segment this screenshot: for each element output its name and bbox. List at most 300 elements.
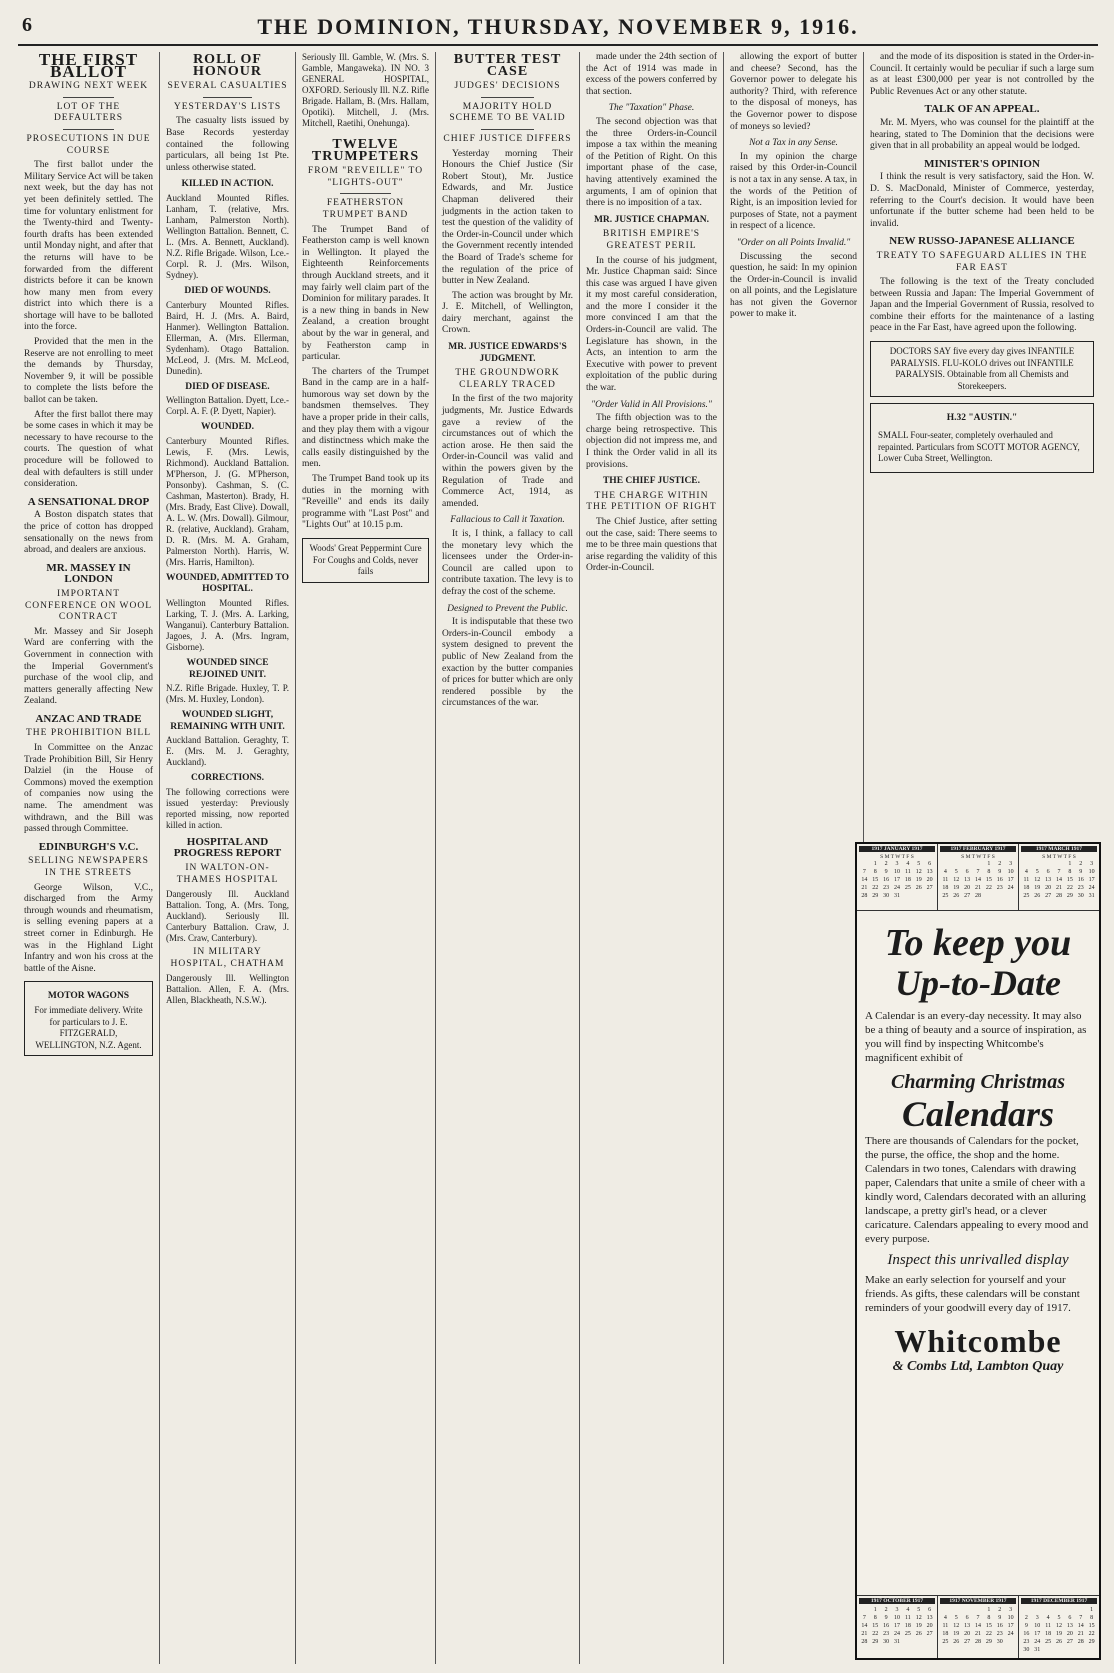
calendar-day: 14 <box>861 1623 868 1629</box>
subhead: DRAWING NEXT WEEK <box>28 81 149 92</box>
calendar-day: 15 <box>872 877 879 883</box>
casualty-list: Dangerously Ill. Wellington Battalion. Allen, F. A. (Mrs. Allen, Blackheath, N.S.W.). <box>166 973 289 1006</box>
calendar-day: 13 <box>926 869 933 875</box>
calendar-day: 27 <box>964 893 971 899</box>
subhead: CHIEF JUSTICE DIFFERS <box>443 133 572 144</box>
calendar-day: 24 <box>893 885 900 891</box>
headline: NEW RUSSO-JAPANESE ALLIANCE <box>889 235 1075 248</box>
subhead: TREATY TO SAFEGUARD ALLIES IN THE FAR EAST <box>876 250 1088 273</box>
calendar-day: 18 <box>904 1623 911 1629</box>
calendar-day: 29 <box>1066 893 1073 899</box>
article-paragraph: In Committee on the Anzac Trade Prohibition Bill, Sir Henry Dalziel (in the House of Commons) moved the exemption of companies now using the name. The amendment was withdrawn, and the Bill was passed through Committee. <box>24 743 153 835</box>
calendar-day: 30 <box>1023 1647 1030 1653</box>
headline-butter-test: BUTTER TEST CASE <box>453 52 562 79</box>
calendar-month: 1917 MARCH 1917 S M T W T F S 1 2 3 4 5 6 7 8 9 10 11 12 13 14 15 16 17 18 19 20 21 22 23 24 25 26 27 28 29 30 31 <box>1019 844 1099 910</box>
section-heading: DIED OF WOUNDS. <box>184 285 271 296</box>
calendar-day: 14 <box>861 877 868 883</box>
section-heading: "Order on all Points Invalid." <box>736 237 851 248</box>
calendar-day: 14 <box>974 1623 981 1629</box>
calendar-day: 5 <box>1035 869 1039 875</box>
calendar-day: 19 <box>915 877 922 883</box>
calendar-day: 17 <box>893 877 900 883</box>
calendar-day: 3 <box>1009 861 1013 867</box>
article-paragraph: and the mode of its disposition is stated in the Order-in-Council. It certainly would be peculiar if such a large sum as at least £300,000 per year is not controlled by the Public Revenues Act or any other statute. <box>870 52 1094 97</box>
calendar-day: 23 <box>883 885 890 891</box>
calendar-day: 24 <box>1007 1631 1014 1637</box>
calendar-day: 3 <box>895 1607 899 1613</box>
calendar-day: 29 <box>872 1639 879 1645</box>
masthead <box>18 10 1098 46</box>
calendar-day: 17 <box>1007 877 1014 883</box>
calendar-day: 21 <box>974 1631 981 1637</box>
calendar-day: 28 <box>861 1639 868 1645</box>
calendar-day: 19 <box>1034 885 1041 891</box>
calendar-day: 28 <box>861 893 868 899</box>
article-paragraph: The fifth objection was to the charge being retrospective. This objection did not impress me, and I think the Order valid in all its provisions. <box>586 413 717 470</box>
calendar-day: 22 <box>985 885 992 891</box>
calendar-day: 2 <box>998 1607 1002 1613</box>
calendar-day: 22 <box>872 885 879 891</box>
calendar-day: 7 <box>976 1615 980 1621</box>
calendar-days <box>1021 1606 1097 1654</box>
calendar-day: 3 <box>1035 1615 1039 1621</box>
ad-title: H.32 "AUSTIN." <box>946 413 1018 424</box>
headline-first-ballot: THE FIRST BALLOT <box>38 52 139 81</box>
calendar-day: 6 <box>1046 869 1050 875</box>
calendar-day: 17 <box>1088 877 1095 883</box>
section-heading: THE CHIEF JUSTICE. <box>602 476 701 487</box>
calendar-day: 13 <box>964 1623 971 1629</box>
calendar-day: 30 <box>883 893 890 899</box>
austin-ad <box>870 403 1094 472</box>
calendar-day: 15 <box>985 1623 992 1629</box>
section-heading: MR. JUSTICE EDWARDS'S JUDGMENT. <box>448 342 567 364</box>
ad-title: MOTOR WAGONS <box>47 991 130 1002</box>
subhead: LOT OF THE DEFAULTERS <box>53 101 124 124</box>
calendar-day: 23 <box>996 1631 1003 1637</box>
ad-headline-1: To keep you <box>884 922 1072 964</box>
calendar-day: 5 <box>1057 1615 1061 1621</box>
article-paragraph: Provided that the men in the Reserve are not enrolling to meet the demands by Thursday, November 9, it will be possible to complete the lists before the ballot can be taken. <box>24 337 153 406</box>
article-paragraph: In the first of the two majority judgments, Mr. Justice Edwards gave a review of the circumstances out of which the action arose. He then said the Order-in-Council was valid and within the powers given by the Regulation of Trade and Commerce Act, 1914, as amended. <box>442 394 573 509</box>
calendar-month: 1917 DECEMBER 1917 1 2 3 4 5 6 7 8 9 10 11 12 13 14 15 16 17 18 19 20 21 22 23 24 25 26 27 28 29 30 31 <box>1019 1596 1099 1658</box>
calendar-day: 10 <box>1007 1615 1014 1621</box>
calendar-day: 26 <box>953 1639 960 1645</box>
casualty-list: Wellington Battalion. Dyett, Lce.-Corpl. A. F. (P. Dyett, Napier). <box>166 395 289 417</box>
calendar-day: 4 <box>943 1615 947 1621</box>
calendar-day: 29 <box>872 893 879 899</box>
casualty-list: Auckland Battalion. Geraghty, T. E. (Mrs. M. J. Geraghty, Auckland). <box>166 735 289 768</box>
calendar-day: 5 <box>917 1607 921 1613</box>
calendar-day: 16 <box>996 877 1003 883</box>
column-7 <box>864 52 1100 838</box>
calendar-day: 5 <box>954 869 958 875</box>
calendar-day: 30 <box>883 1639 890 1645</box>
calendar-day: 8 <box>987 869 991 875</box>
calendar-day: 6 <box>928 861 932 867</box>
calendar-day: 19 <box>953 1631 960 1637</box>
column-2 <box>160 52 296 1664</box>
calendar-day: 11 <box>904 1615 911 1621</box>
section-heading: Fallacious to Call it Taxation. <box>450 515 565 526</box>
article-paragraph: Mr. Massey and Sir Joseph Ward are conferring with the Government in connection with the Imperial Government's purchase of the wool clip, and matters generally affecting New Zealand. <box>24 626 153 707</box>
headline: MR. MASSEY IN LONDON <box>46 561 131 586</box>
calendar-day: 31 <box>1088 893 1095 899</box>
calendar-day: 13 <box>1066 1623 1073 1629</box>
calendar-day: 17 <box>1007 1623 1014 1629</box>
column-3 <box>296 52 436 1664</box>
calendar-day: 20 <box>964 885 971 891</box>
calendar-day: 5 <box>954 1615 958 1621</box>
article-paragraph: The casualty lists issued by Base Records yesterday contained the following particulars, all being 1st Pte. unless otherwise stated. <box>166 116 289 173</box>
calendar-day: 11 <box>1045 1623 1052 1629</box>
casualty-list: The following corrections were issued yesterday: Previously reported missing, now reported killed in action. <box>166 786 289 830</box>
calendar-day: 10 <box>1007 869 1014 875</box>
article-paragraph: Yesterday morning Their Honours the Chief Justice (Sir Robert Stout), Mr. Justice Edwards, and Mr. Justice Chapman delivered their judgments in the action taken to test the question of the validity of the Order-in-Council under which the Government recently intended the Board of Trade's scheme for the regulation of the price of butter in New Zealand. <box>442 148 573 287</box>
calendar-day: 4 <box>906 1607 910 1613</box>
calendar-day: 27 <box>1045 893 1052 899</box>
motor-wagons-ad <box>24 981 153 1056</box>
calendar-day: 14 <box>974 877 981 883</box>
calendar-day: 6 <box>1068 1615 1072 1621</box>
calendar-day: 21 <box>861 1631 868 1637</box>
section-heading: WOUNDED SLIGHT, REMAINING WITH UNIT. <box>170 710 285 732</box>
calendar-month: 1917 JANUARY 1917 S M T W T F S 1 2 3 4 5 6 7 8 9 10 11 12 13 14 15 16 17 18 19 20 21 22 23 24 25 26 27 28 29 30 31 <box>857 844 938 910</box>
subhead: IMPORTANT CONFERENCE ON WOOL CONTRACT <box>24 588 153 623</box>
subhead: IN MILITARY HOSPITAL, CHATHAM <box>170 947 285 969</box>
calendar-day: 18 <box>1023 885 1030 891</box>
peppermint-ad: Woods' Great Peppermint Cure For Coughs and Colds, never fails <box>302 538 429 583</box>
ad-paragraph: Make an early selection for yourself and your friends. As gifts, these calendars will be constant reminders of your goodwill every day of 1917. <box>865 1274 1080 1314</box>
calendar-day: 12 <box>953 877 960 883</box>
calendar-day: 12 <box>1055 1623 1062 1629</box>
calendar-day: 1 <box>1068 861 1072 867</box>
subhead: IN WALTON-ON-THAMES HOSPITAL <box>176 863 279 885</box>
article-paragraph: I think the result is very satisfactory, said the Hon. W. D. S. MacDonald, Minister of Commerce, yesterday, referring to the Court's decision. It would have been unfortunate if the butter scheme had been held to be invalid. <box>870 172 1094 229</box>
calendar-day: 7 <box>1079 1615 1083 1621</box>
calendar-day: 18 <box>1045 1631 1052 1637</box>
calendar-day: 20 <box>1066 1631 1073 1637</box>
article-paragraph: The Chief Justice, after setting out the case, said: There seems to me to be three main questions that arise regarding the validity of this Order-in-Council. <box>586 516 717 574</box>
calendar-day: 23 <box>1023 1639 1030 1645</box>
article-paragraph: The second objection was that the three Orders-in-Council impose a tax within the meaning of the Petition of Right. On this important phase of the case, having attentively examined the arguments, I am of opinion that there is no imposition of a tax. <box>586 116 717 209</box>
calendar-day: 6 <box>928 1607 932 1613</box>
calendar-months-bottom <box>857 1595 1099 1658</box>
calendar-day: 10 <box>893 1615 900 1621</box>
column-6 <box>724 52 864 842</box>
headline-roll-of-honour: ROLL OF HONOUR <box>193 52 262 79</box>
calendar-day: 21 <box>974 885 981 891</box>
section-heading: MR. JUSTICE CHAPMAN. <box>593 214 710 225</box>
calendar-day: 31 <box>893 1639 900 1645</box>
calendar-day: 9 <box>998 869 1002 875</box>
headline: A SENSATIONAL DROP <box>27 495 150 508</box>
subhead: FROM "REVEILLE" TO "LIGHTS-OUT" <box>307 166 424 188</box>
calendar-day: 12 <box>1034 877 1041 883</box>
article-paragraph: George Wilson, V.C., discharged from the Army through wounds and rheumatism, is selling evening papers at a street corner in Edinburgh. He was in the Highland Light Infantry and won his cross at the battle of the Aisne. <box>24 882 153 974</box>
calendar-day: 23 <box>1077 885 1084 891</box>
article-paragraph: A Boston dispatch states that the price of cotton has dropped sensationally on the news from abroad, and dealers are anxious. <box>24 510 153 556</box>
calendar-day: 12 <box>953 1623 960 1629</box>
calendar-day: 31 <box>893 893 900 899</box>
calendar-day: 9 <box>1024 1623 1028 1629</box>
subhead: FEATHERSTON TRUMPET BAND <box>322 198 409 220</box>
calendar-day: 29 <box>1088 1639 1095 1645</box>
ad-text: For immediate delivery. Write for particulars to J. E. FITZGERALD, WELLINGTON, N.Z. Agent. <box>34 1004 143 1050</box>
calendar-day: 25 <box>942 893 949 899</box>
article-paragraph: It is indisputable that these two Orders-in-Council embody a system designed to prevent the public of New Zealand from the exaction by the butter companies of prices for butter which are only rendered possible by the circumstances of the war. <box>442 617 573 709</box>
article-paragraph: In the course of his judgment, Mr. Justice Chapman said: Since this case was argued I have given it my most careful consideration, and the more I consider it the more convinced I am that the Orders-in-Council are valid. The Legislature has shown, in the Acts, an intention to arm the Executive with power to prevent exploitation of the public during the war. <box>586 255 717 394</box>
calendar-day: 22 <box>1066 885 1073 891</box>
calendar-days <box>859 1606 935 1646</box>
calendar-day: 6 <box>965 869 969 875</box>
calendar-day: 24 <box>1007 885 1014 891</box>
calendar-day: 1 <box>987 861 991 867</box>
calendar-day: 27 <box>926 1631 933 1637</box>
calendar-day: 14 <box>1055 877 1062 883</box>
headline-trumpeters: TWELVE TRUMPETERS <box>311 137 420 164</box>
calendar-day: 1 <box>987 1607 991 1613</box>
column-4 <box>436 52 580 1664</box>
calendar-day: 21 <box>861 885 868 891</box>
calendar-day: 4 <box>906 861 910 867</box>
calendar-day: 8 <box>1068 869 1072 875</box>
ad-headline-2: Up-to-Date <box>895 963 1061 1003</box>
calendar-month: 1917 FEBRUARY 1917 S M T W T F S 1 2 3 4 5 6 7 8 9 10 11 12 13 14 15 16 17 18 19 20 21 22 23 24 25 26 27 28 <box>938 844 1019 910</box>
calendar-day: 26 <box>1034 893 1041 899</box>
casualty-list: N.Z. Rifle Brigade. Huxley, T. P. (Mrs. M. Huxley, London). <box>166 683 289 705</box>
calendar-day: 19 <box>1055 1631 1062 1637</box>
section-heading: WOUNDED. <box>200 422 255 433</box>
calendar-day: 4 <box>1046 1615 1050 1621</box>
article-paragraph: Discussing the second question, he said: In my opinion the Order-in-Council is invalid on all points, and the Legislature has not given the Governor power to make it. <box>730 251 857 320</box>
subhead: JUDGES' DECISIONS <box>454 81 561 92</box>
headline: TALK OF AN APPEAL. <box>924 103 1040 116</box>
calendar-day: 17 <box>893 1623 900 1629</box>
headline: ANZAC AND TRADE <box>35 712 142 725</box>
calendar-day: 26 <box>953 893 960 899</box>
headline: MINISTER'S OPINION <box>924 157 1040 170</box>
calendar-day: 16 <box>1077 877 1084 883</box>
calendar-day: 28 <box>1077 1639 1084 1645</box>
subhead: SEVERAL CASUALTIES <box>167 81 288 92</box>
calendar-days <box>1021 860 1097 900</box>
whitcombe-calendar-ad <box>855 842 1101 1660</box>
calendar-day: 27 <box>926 885 933 891</box>
calendar-day: 13 <box>926 1615 933 1621</box>
calendar-day: 29 <box>985 1639 992 1645</box>
calendar-day: 31 <box>1034 1647 1041 1653</box>
calendar-day: 8 <box>987 1615 991 1621</box>
calendar-day: 27 <box>1066 1639 1073 1645</box>
section-heading: The "Taxation" Phase. <box>608 103 695 114</box>
subhead: THE CHARGE WITHIN THE PETITION OF RIGHT <box>586 490 717 513</box>
ad-address: & Combs Ltd, Lambton Quay <box>892 1359 1064 1374</box>
calendar-day: 2 <box>998 861 1002 867</box>
casualty-list: Canterbury Mounted Rifles. Baird, H. J. (Mrs. A. Baird, Hanmer). Wellington Battalion. Ellerman, A. (Mrs. Ellerman, Sydenham). Otago Battalion. McLeod, J. (Mrs. M. McLeod, Dunedin). <box>166 299 289 376</box>
calendar-day: 21 <box>1077 1631 1084 1637</box>
calendar-day: 19 <box>915 1623 922 1629</box>
calendar-day: 25 <box>904 1631 911 1637</box>
calendar-day: 16 <box>996 1623 1003 1629</box>
calendar-day: 16 <box>1023 1631 1030 1637</box>
flu-kolo-ad: DOCTORS SAY five every day gives INFANTILE PARALYSIS. FLU-KOLO drives out INFANTILE PARALYSIS. Obtainable from all Chemists and Storekeepers. <box>870 341 1094 397</box>
calendar-day: 8 <box>873 1615 877 1621</box>
calendar-day: 2 <box>1079 861 1083 867</box>
calendar-day: 24 <box>1034 1639 1041 1645</box>
casualty-list: Canterbury Mounted Rifles. Lewis, F. (Mrs. Lewis, Richmond). Auckland Battalion. M'Pherson, J. (G. M'Pherson, Ponsonby). Cashman, S. (C. Cashman, Masterton). Brady, H. (Mrs. Brady, East Clive). Dowall, A. L. W. (Mrs. Dowall). Gilmour, R. (relative, Auckland). Graham, D. R. (Mrs. M. A. Graham, Palmerston North). Harris, W. (Mrs. Harris, Hamilton). <box>166 435 289 567</box>
calendar-day: 11 <box>942 877 949 883</box>
article-paragraph: In my opinion the charge raised by this Order-in-Council is not a tax in any sense. A tax, in the words of the Petition of Right, is an imposition levied for purposes of State, not a payment in respect of a licence. <box>730 151 857 232</box>
section-heading: Not a Tax in any Sense. <box>749 138 838 149</box>
column-1 <box>18 52 160 1664</box>
article-paragraph: The charters of the Trumpet Band in the camp are in a half-humorous way set down by the bandsmen themselves. They have a proper pride in their calls, and they play them with a vigour and distinctness which make the calls easily distinguished by the men. <box>302 366 429 470</box>
calendar-day: 3 <box>1009 1607 1013 1613</box>
calendar-day: 20 <box>1045 885 1052 891</box>
calendar-day: 12 <box>915 1615 922 1621</box>
calendar-day: 15 <box>985 877 992 883</box>
calendar-day: 24 <box>893 1631 900 1637</box>
casualty-list: Auckland Mounted Rifles. Lanham, T. (relative, Mrs. Lanham, Palmerston North). Wellington Battalion. Bennett, C. L. (Mrs. A. Bennett, Auckland). N.Z. Rifle Brigade. Wilson, Lce.-Corpl. R. J. (Mrs. Wilson, Sydney). <box>166 192 289 280</box>
subhead: YESTERDAY'S LISTS <box>173 101 282 112</box>
calendar-day: 26 <box>1055 1639 1062 1645</box>
calendar-days <box>940 860 1016 900</box>
calendar-day: 28 <box>974 893 981 899</box>
calendar-day: 20 <box>926 877 933 883</box>
section-heading: "Order Valid in All Provisions." <box>591 399 712 410</box>
calendar-day: 23 <box>883 1631 890 1637</box>
calendar-day: 19 <box>953 885 960 891</box>
article-paragraph: It is, I think, a fallacy to call the monetary levy which the licensees under the Order-in-Council are called upon to contribute taxation. The levy is to defray the cost of the scheme. <box>442 528 573 597</box>
calendar-day: 6 <box>965 1615 969 1621</box>
calendar-day: 2 <box>1024 1615 1028 1621</box>
calendar-day: 25 <box>904 885 911 891</box>
calendar-day: 22 <box>985 1631 992 1637</box>
calendar-day: 5 <box>917 861 921 867</box>
calendar-day: 3 <box>1090 861 1094 867</box>
casualty-list: Wellington Mounted Rifles. Larking, T. J. (Mrs. A. Larking, Wanganui). Canterbury Battalion. Jagoes, J. A. (Mrs. Ingram, Gisborne). <box>166 597 289 652</box>
ad-charming: Charming Christmas <box>891 1071 1065 1093</box>
casualty-list: Seriously Ill. Gamble, W. (Mrs. S. Gamble, Mangaweka). IN NO. 3 GENERAL HOSPITAL, OXFORD. Seriously Ill. N.Z. Rifle Brigade. Hallam, B. (Mrs. Hallam, Opotiki). Mitchell, J. (Mrs. Mitchell, Raetihi, Onehunga). <box>302 52 429 128</box>
calendar-day: 10 <box>1034 1623 1041 1629</box>
calendar-day: 25 <box>942 1639 949 1645</box>
calendar-day: 15 <box>1088 1623 1095 1629</box>
calendar-month: 1917 NOVEMBER 1917 1 2 3 4 5 6 7 8 9 10 11 12 13 14 15 16 17 18 19 20 21 22 23 24 25 26 27 28 29 30 <box>938 1596 1019 1658</box>
calendar-day: 1 <box>1090 1607 1094 1613</box>
calendar-day: 11 <box>942 1623 949 1629</box>
calendar-day: 18 <box>904 877 911 883</box>
section-heading: CORRECTIONS. <box>190 773 265 784</box>
ad-paragraph: A Calendar is an every-day necessity. It may also be a thing of beauty and a source of inspiration, as you will find by inspecting Whitcombe's magnificent exhibit of <box>865 1010 1087 1064</box>
calendar-day: 26 <box>915 1631 922 1637</box>
calendar-day: 16 <box>883 1623 890 1629</box>
article-paragraph: The first ballot under the Military Service Act will be taken next week, but the day has not yet been definitely settled. The time for voluntary enlistment for the Twenty-third and Twenty-fourth drafts has been extended until Monday night, and after that the returns will have to be forwarded from the different districts before it can be known how many men from every district into which there is a shortage will have to be balloted into the force. <box>24 160 154 333</box>
article-paragraph: The Trumpet Band of Featherston camp is well known in Wellington. It played the Eighteenth Reinforcements through Auckland streets, and it may fairly well claim part of the Dominion for military parades. It is a new thing in bands in New Zealand, a creation brought about by the war in general, and by Featherston camp in particular. <box>302 224 429 363</box>
calendar-day: 15 <box>872 1623 879 1629</box>
calendar-day: 17 <box>1034 1631 1041 1637</box>
calendar-day: 30 <box>996 1639 1003 1645</box>
calendar-day: 8 <box>873 869 877 875</box>
calendar-day: 11 <box>904 869 911 875</box>
subhead: MAJORITY HOLD SCHEME TO BE VALID <box>449 101 566 124</box>
calendar-day: 25 <box>1023 893 1030 899</box>
article-paragraph: The action was brought by Mr. J. E. Mitchell, of Wellington, dairy merchant, against the Crown. <box>442 290 573 336</box>
ad-copy <box>857 911 1099 1381</box>
calendar-day: 22 <box>1088 1631 1095 1637</box>
calendar-day: 13 <box>1045 877 1052 883</box>
calendar-day: 11 <box>1023 877 1030 883</box>
section-heading: WOUNDED, ADMITTED TO HOSPITAL. <box>166 572 289 595</box>
subhead: THE PROHIBITION BILL <box>25 728 151 739</box>
article-paragraph: The Trumpet Band took up its duties in the morning with "Reveille" and ends its daily programme with "Last Post" and "Lights Out" at 10.15 p.m. <box>302 474 429 531</box>
newspaper-title: THE DOMINION, THURSDAY, NOVEMBER 9, 1916. <box>257 14 859 39</box>
subhead: SELLING NEWSPAPERS IN THE STREETS <box>28 856 149 878</box>
section-heading: KILLED IN ACTION. <box>181 179 274 190</box>
calendar-day: 27 <box>964 1639 971 1645</box>
calendar-day: 20 <box>964 1631 971 1637</box>
calendar-day: 2 <box>884 861 888 867</box>
calendar-day: 30 <box>1077 893 1084 899</box>
calendar-day: 22 <box>872 1631 879 1637</box>
calendar-day: 16 <box>883 877 890 883</box>
calendar-days <box>940 1606 1016 1646</box>
calendar-day: 10 <box>1088 869 1095 875</box>
article-paragraph: After the first ballot there may be some cases in which it may be necessary to have recourse to the courts. The question of what procedure will be followed to deal with defaulters is still under consideration. <box>24 409 153 490</box>
calendar-day: 9 <box>998 1615 1002 1621</box>
calendar-day: 9 <box>884 1615 888 1621</box>
calendar-day: 10 <box>893 869 900 875</box>
ad-text: SMALL Four-seater, completely overhauled and repainted. Particulars from SCOTT MOTOR AGENCY, Lower Cuba Street, Wellington. <box>878 430 1080 464</box>
calendar-months-top <box>857 844 1099 911</box>
ad-paragraph: There are thousands of Calendars for the pocket, the purse, the office, the shop and the home. Calendars in two tones, Calendars with drawing paper, Calendars that unite a smile of cheer with a kindly word, Calendars decorated with an alluring landscape, a pretty girl's head, or a clever caricature. Calendars appealing to every mood and every purpose. <box>865 1135 1089 1245</box>
calendar-day: 4 <box>943 869 947 875</box>
subhead: THE GROUNDWORK CLEARLY TRACED <box>455 368 560 390</box>
calendar-day: 3 <box>895 861 899 867</box>
headline: HOSPITAL AND PROGRESS REPORT <box>173 835 282 860</box>
calendar-day: 25 <box>1045 1639 1052 1645</box>
article-paragraph: Mr. M. Myers, who was counsel for the plaintiff at the hearing, stated to The Dominion that the decisions were given that in all probability an appeal would be lodged. <box>870 117 1094 152</box>
article-paragraph: made under the 24th section of the Act of 1914 was made in excess of the powers conferred by that section. <box>586 52 717 97</box>
headline: EDINBURGH'S V.C. <box>38 840 139 853</box>
calendar-day: 9 <box>1079 869 1083 875</box>
calendar-day: 24 <box>1088 885 1095 891</box>
calendar-day: 23 <box>996 885 1003 891</box>
article-paragraph: The following is the text of the Treaty concluded between Russia and Japan: The Imperial Government of Japan and the Imperial Government of Russia, resolved to combine their efforts for the maintenance of a lasting peace in the Far East, have agreed upon the following. <box>870 277 1094 334</box>
calendar-day: 18 <box>942 1631 949 1637</box>
calendar-day: 14 <box>1077 1623 1084 1629</box>
casualty-list: Dangerously Ill. Auckland Battalion. Tong, A. (Mrs. Tong, Auckland). Seriously Ill. Canterbury Battalion. Craw, J. (Mrs. Craw, Canterbury). <box>166 889 289 944</box>
calendar-day: 7 <box>862 869 866 875</box>
section-heading: DIED OF DISEASE. <box>185 381 270 392</box>
calendar-day: 28 <box>1055 893 1062 899</box>
calendar-day: 15 <box>1066 877 1073 883</box>
calendar-day: 7 <box>862 1615 866 1621</box>
section-heading: WOUNDED SINCE REJOINED UNIT. <box>186 657 269 680</box>
ad-calendars: Calendars <box>901 1094 1055 1134</box>
calendar-day: 12 <box>915 869 922 875</box>
whitcombe-logo: Whitcombe <box>894 1323 1062 1359</box>
calendar-day: 1 <box>873 1607 877 1613</box>
subhead: PROSECUTIONS IN DUE COURSE <box>26 133 151 156</box>
calendar-day: 8 <box>1090 1615 1094 1621</box>
calendar-day: 21 <box>1055 885 1062 891</box>
calendar-day: 7 <box>1057 869 1061 875</box>
calendar-day: 9 <box>884 869 888 875</box>
calendar-day: 28 <box>974 1639 981 1645</box>
calendar-day: 7 <box>976 869 980 875</box>
calendar-day: 2 <box>884 1607 888 1613</box>
subhead: BRITISH EMPIRE'S GREATEST PERIL <box>602 229 701 251</box>
